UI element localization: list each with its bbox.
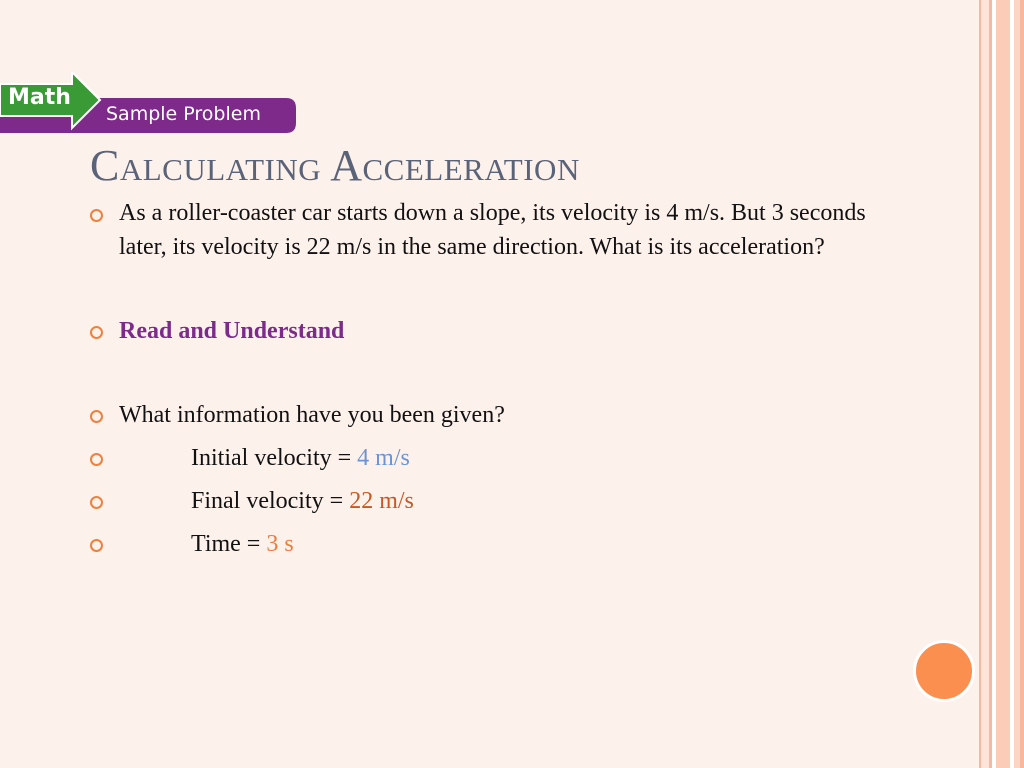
list-item <box>88 398 888 432</box>
math-sample-problem-banner <box>0 72 300 136</box>
time-value: 3 s <box>266 531 294 557</box>
bullet-circle-icon <box>90 209 103 222</box>
final-velocity-value: 22 m/s <box>349 488 414 514</box>
list-item <box>88 197 888 264</box>
sample-problem-label: Sample Problem <box>106 103 261 125</box>
bullet-circle-icon <box>90 453 103 466</box>
math-label: Math <box>8 85 71 110</box>
question-text: What information have you been given? <box>119 402 505 428</box>
final-velocity-label: Final velocity = <box>191 488 350 514</box>
border-stripe <box>996 0 1010 768</box>
list-item <box>88 527 888 561</box>
list-item <box>88 484 888 518</box>
list-item <box>88 314 888 348</box>
decorative-orange-circle <box>913 640 975 702</box>
bullet-circle-icon <box>90 326 103 339</box>
time-label: Time = <box>191 531 267 557</box>
bullet-circle-icon <box>90 539 103 552</box>
border-stripe <box>981 0 989 768</box>
bullet-list <box>88 197 888 561</box>
initial-velocity-label: Initial velocity = <box>191 445 358 471</box>
bullet-circle-icon <box>90 496 103 509</box>
problem-text: As a roller-coaster car starts down a slope, its velocity is 4 m/s. But 3 seconds later, its velocity is 22 m/s in the same direction. What is its acceleration? <box>119 200 866 260</box>
slide-title: Calculating Acceleration <box>90 141 580 190</box>
list-item <box>88 441 888 475</box>
bullet-circle-icon <box>90 410 103 423</box>
border-stripe <box>1020 0 1024 768</box>
read-and-understand-heading: Read and Understand <box>119 318 345 344</box>
initial-velocity-value: 4 m/s <box>357 445 410 471</box>
